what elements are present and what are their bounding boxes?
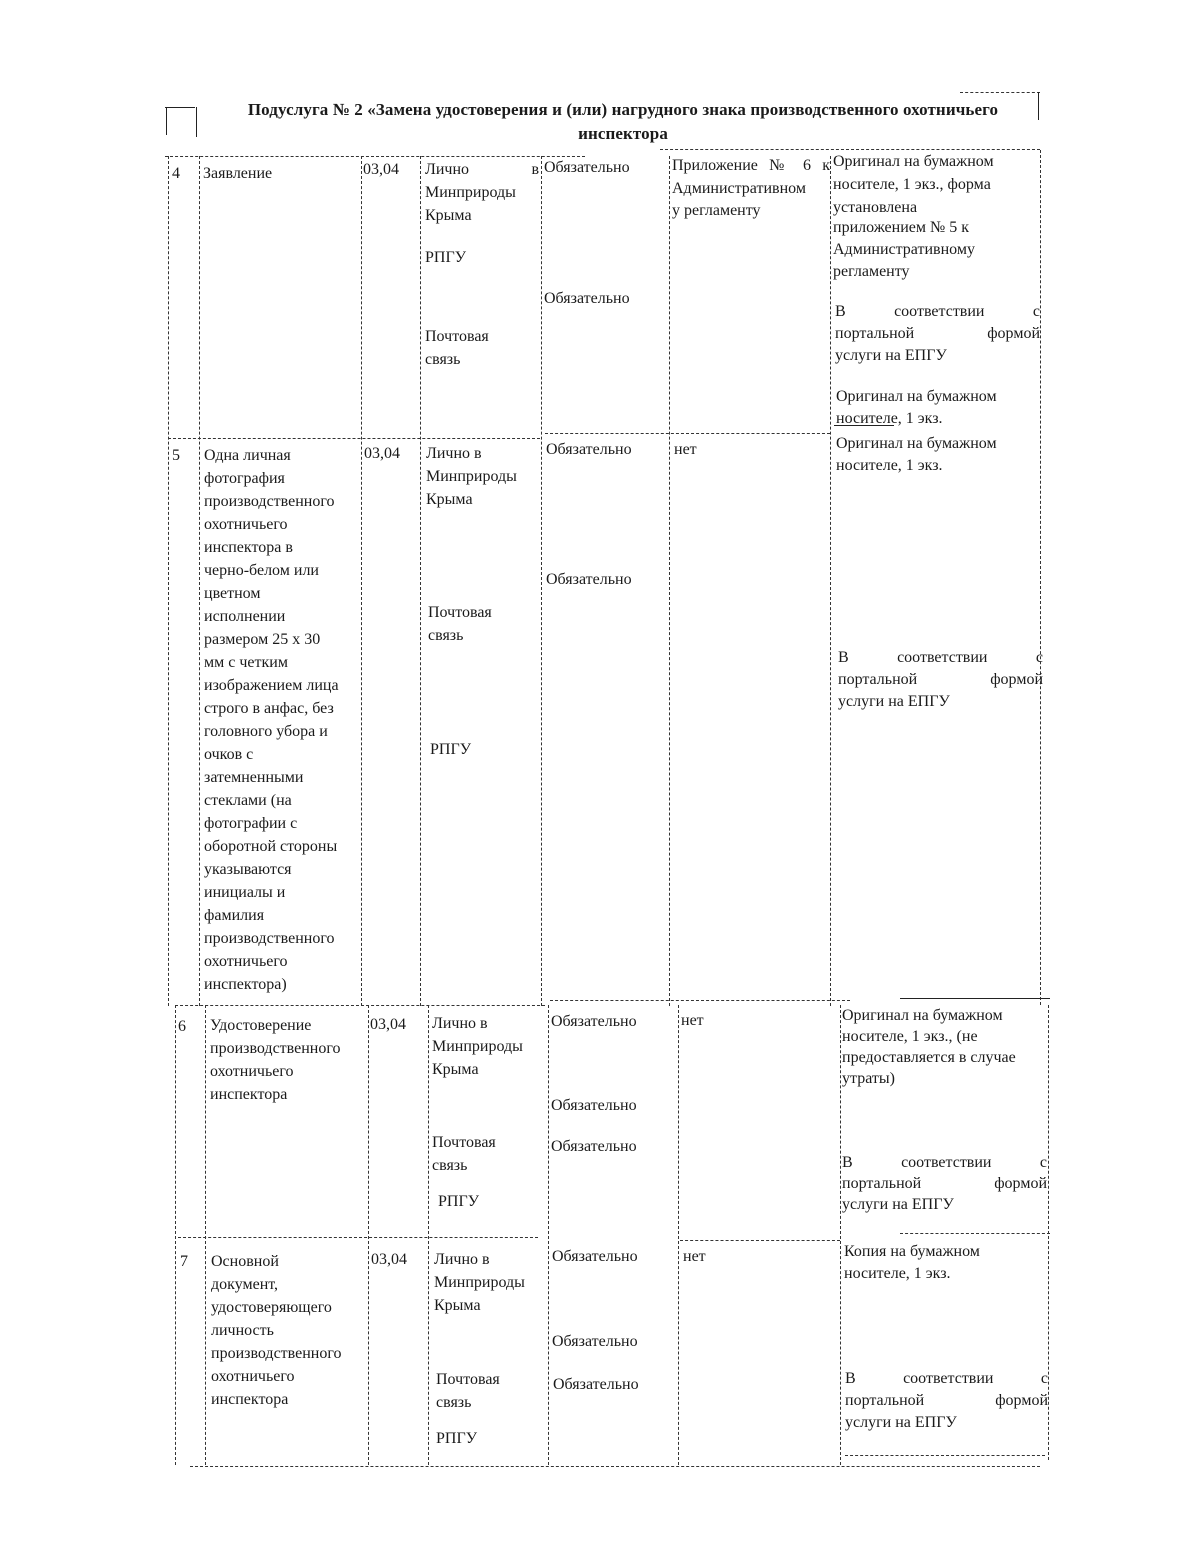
rule bbox=[545, 433, 830, 434]
row-5-document bbox=[204, 444, 362, 996]
row-4-note-line: Административному bbox=[833, 241, 975, 258]
row-4-form-line: у регламенту bbox=[672, 202, 761, 219]
row-6-requirement: Обязательно bbox=[551, 1097, 637, 1114]
row-7-document-line: личность bbox=[211, 1322, 274, 1339]
row-5-form: нет bbox=[674, 441, 697, 458]
row-7-requirement: Обязательно bbox=[552, 1248, 638, 1265]
row-5-document-line: цветном bbox=[204, 585, 261, 602]
title-line-1: Подуслуга № 2 «Замена удостоверения и (или) нагрудного знака производственного охотничьего bbox=[247, 100, 999, 119]
row-6-requirement: Обязательно bbox=[551, 1013, 637, 1030]
row-4-way-line: Крыма bbox=[425, 207, 472, 224]
row-5-document-line: Одна личная bbox=[204, 447, 291, 464]
rule bbox=[840, 1005, 841, 1465]
row-5-way-line: Лично в bbox=[426, 445, 482, 462]
row-7-note-line: В соответствии с bbox=[845, 1370, 1048, 1387]
row-7-note-line: Копия на бумажном bbox=[844, 1243, 980, 1260]
row-4-way-line: РПГУ bbox=[425, 249, 467, 266]
row-7-document-line: Основной bbox=[211, 1253, 279, 1270]
row-5-document-line: размером 25 х 30 bbox=[204, 631, 321, 648]
rule bbox=[541, 156, 542, 1006]
rule bbox=[550, 1000, 850, 1001]
rule bbox=[178, 1237, 538, 1238]
rule bbox=[175, 1005, 176, 1465]
row-4-category: 03,04 bbox=[363, 161, 399, 178]
row-4-form-line: Приложение № 6 к bbox=[672, 157, 830, 174]
row-5-document-line: головного убора и bbox=[204, 723, 328, 740]
rule bbox=[168, 156, 169, 1006]
row-7-document-line: документ, bbox=[211, 1276, 279, 1293]
rule bbox=[175, 1005, 545, 1006]
row-5-document-line: охотничьего bbox=[204, 516, 288, 533]
rule bbox=[166, 107, 167, 135]
row-6-way-line: Почтовая bbox=[432, 1134, 496, 1151]
row-4-note-line: регламенту bbox=[833, 263, 910, 280]
row-5-document-line: затемненными bbox=[204, 769, 304, 786]
rule bbox=[368, 1005, 369, 1465]
rule bbox=[199, 156, 200, 1006]
rule bbox=[669, 156, 670, 1006]
row-7-way-line: РПГУ bbox=[436, 1430, 478, 1447]
rule bbox=[900, 1233, 1050, 1234]
row-5-number: 5 bbox=[172, 447, 180, 464]
row-6-way-line: связь bbox=[432, 1157, 468, 1174]
row-6-number: 6 bbox=[178, 1018, 186, 1035]
row-5-document-line: фотографии с bbox=[204, 815, 298, 832]
row-5-way-line: связь bbox=[428, 627, 464, 644]
rule bbox=[165, 107, 195, 108]
row-4-document: Заявление bbox=[203, 165, 273, 182]
row-4-form-line: Административном bbox=[672, 180, 806, 197]
row-5-document-line: фотография bbox=[204, 470, 285, 487]
row-5-document-line: мм с четким bbox=[204, 654, 288, 671]
row-7-way-line: Крыма bbox=[434, 1297, 481, 1314]
row-5-document-line: изображением лица bbox=[204, 677, 339, 694]
rule bbox=[830, 156, 831, 1006]
row-6-note-line: портальной формой bbox=[842, 1175, 1047, 1192]
row-6-document-line: производственного bbox=[210, 1040, 341, 1057]
row-5-requirement: Обязательно bbox=[546, 571, 632, 588]
subservice-title bbox=[208, 98, 1038, 146]
row-6-way-line: Крыма bbox=[432, 1061, 479, 1078]
row-5-document-line: очков с bbox=[204, 746, 254, 763]
row-6-requirement: Обязательно bbox=[551, 1138, 637, 1155]
row-6-form: нет bbox=[681, 1012, 704, 1029]
rule bbox=[420, 156, 421, 1006]
row-4-note-line: портальной формой bbox=[835, 325, 1040, 342]
row-4-note-line: услуги на ЕПГУ bbox=[835, 347, 947, 364]
rule bbox=[678, 1005, 679, 1465]
row-7-form: нет bbox=[683, 1248, 706, 1265]
row-7-way-line: Почтовая bbox=[436, 1371, 500, 1388]
row-4-way-line: связь bbox=[425, 351, 461, 368]
rule bbox=[190, 1466, 1040, 1467]
row-4-requirement: Обязательно bbox=[544, 290, 630, 307]
row-5-document-line: исполнении bbox=[204, 608, 286, 625]
rule bbox=[165, 156, 585, 157]
row-5-document-line: фамилия bbox=[204, 907, 265, 924]
row-6-way-line: Минприроды bbox=[432, 1038, 523, 1055]
rule bbox=[428, 1005, 429, 1465]
row-7-requirement: Обязательно bbox=[552, 1333, 638, 1350]
row-7-requirement: Обязательно bbox=[553, 1376, 639, 1393]
row-7-category: 03,04 bbox=[371, 1251, 407, 1268]
row-4-note-line: носителе, 1 экз. bbox=[836, 410, 943, 427]
row-4-number: 4 bbox=[172, 165, 180, 182]
row-5-way-line: Крыма bbox=[426, 491, 473, 508]
rule bbox=[960, 92, 1040, 93]
row-6-way-line: Лично в bbox=[432, 1015, 488, 1032]
row-5-document-line: производственного bbox=[204, 493, 335, 510]
row-7-document-line: удостоверяющего bbox=[211, 1299, 332, 1316]
rule bbox=[1038, 92, 1039, 120]
row-7-way-line: Лично в bbox=[434, 1251, 490, 1268]
row-4-requirement: Обязательно bbox=[544, 159, 630, 176]
rule bbox=[196, 107, 197, 137]
row-5-note-line: Оригинал на бумажном bbox=[836, 435, 997, 452]
rule bbox=[168, 438, 540, 439]
rule bbox=[1048, 1005, 1049, 1460]
row-7-document-line: производственного bbox=[211, 1345, 342, 1362]
row-5-document-line: оборотной стороны bbox=[204, 838, 338, 855]
row-4-note-line: В соответствии с bbox=[835, 303, 1040, 320]
row-5-document-line: черно-белом или bbox=[204, 562, 319, 579]
row-6-way-line: РПГУ bbox=[438, 1193, 480, 1210]
rule bbox=[845, 1455, 1045, 1456]
row-5-note-line: носителе, 1 экз. bbox=[836, 457, 943, 474]
row-6-note-line: утраты) bbox=[842, 1070, 895, 1087]
rule bbox=[548, 1005, 549, 1465]
row-7-way-line: связь bbox=[436, 1394, 472, 1411]
rule bbox=[205, 1005, 206, 1465]
row-5-category: 03,04 bbox=[364, 445, 400, 462]
row-6-note-line: предоставляется в случае bbox=[842, 1049, 1016, 1066]
row-6-document-line: Удостоверение bbox=[210, 1017, 312, 1034]
row-4-way-line: Почтовая bbox=[425, 328, 489, 345]
row-4-note-line: приложением № 5 к bbox=[833, 219, 970, 236]
row-6-note-line: Оригинал на бумажном bbox=[842, 1007, 1003, 1024]
row-5-way-line: РПГУ bbox=[430, 741, 472, 758]
row-5-note-line: В соответствии с bbox=[838, 649, 1043, 666]
rule bbox=[900, 998, 1050, 999]
row-6-note-line: В соответствии с bbox=[842, 1154, 1047, 1171]
row-6-document-line: охотничьего bbox=[210, 1063, 294, 1080]
row-5-requirement: Обязательно bbox=[546, 441, 632, 458]
row-4-note-line: носителе, 1 экз., форма bbox=[833, 176, 991, 193]
row-4-note-line: Оригинал на бумажном bbox=[836, 388, 997, 405]
row-4-note-line: установлена bbox=[833, 199, 918, 216]
row-5-way-line: Минприроды bbox=[426, 468, 517, 485]
row-5-document-line: инициалы и bbox=[204, 884, 286, 901]
row-6-category: 03,04 bbox=[370, 1016, 406, 1033]
row-4-way-line: Минприроды bbox=[425, 184, 516, 201]
rule bbox=[680, 1240, 840, 1241]
row-7-note-line: носителе, 1 экз. bbox=[844, 1265, 951, 1282]
row-7-document-line: инспектора bbox=[211, 1391, 289, 1408]
row-5-document-line: инспектора) bbox=[204, 976, 287, 993]
row-7-number: 7 bbox=[180, 1253, 188, 1270]
row-7-note-line: услуги на ЕПГУ bbox=[845, 1414, 957, 1431]
row-5-document-line: стеклами (на bbox=[204, 792, 292, 809]
row-5-note-line: услуги на ЕПГУ bbox=[838, 693, 950, 710]
row-6-document-line: инспектора bbox=[210, 1086, 288, 1103]
row-5-way-line: Почтовая bbox=[428, 604, 492, 621]
row-5-document-line: производственного bbox=[204, 930, 335, 947]
row-5-document-line: инспектора в bbox=[204, 539, 293, 556]
row-5-document-line: указываются bbox=[204, 861, 292, 878]
row-7-document-line: охотничьего bbox=[211, 1368, 295, 1385]
row-7-way-line: Минприроды bbox=[434, 1274, 525, 1291]
rule bbox=[1040, 150, 1041, 1005]
row-4-note-line: Оригинал на бумажном bbox=[833, 153, 994, 170]
row-5-note-line: портальной формой bbox=[838, 671, 1043, 688]
row-7-note-line: портальной формой bbox=[845, 1392, 1048, 1409]
row-6-note-line: носителе, 1 экз., (не bbox=[842, 1028, 978, 1045]
row-6-note-line: услуги на ЕПГУ bbox=[842, 1196, 954, 1213]
row-5-document-line: строго в анфас, без bbox=[204, 700, 334, 717]
title-line-2: инспектора bbox=[578, 124, 668, 143]
row-4-way-line: Лично в bbox=[425, 161, 539, 178]
row-5-document-line: охотничьего bbox=[204, 953, 288, 970]
